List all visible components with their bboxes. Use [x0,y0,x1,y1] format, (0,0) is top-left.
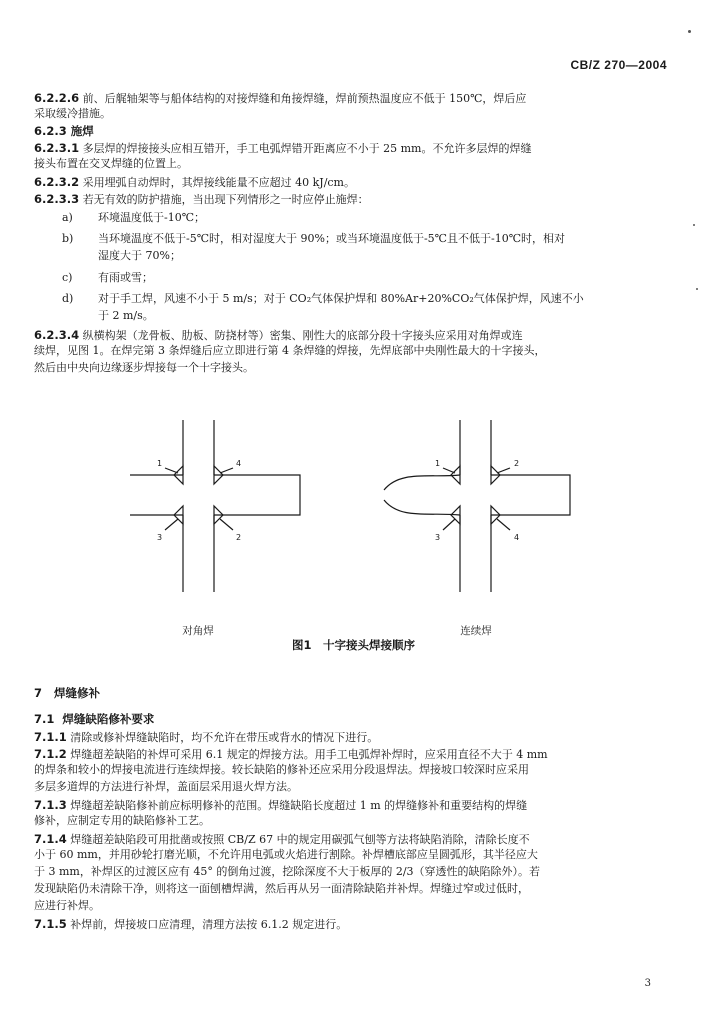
continuous-welding-label: 连续焊 [460,625,492,637]
list-label: a) [62,211,73,224]
list-item-d [62,291,674,307]
weld-number: 1 [157,459,163,468]
list-text: 有雨或雪； [98,271,153,284]
para-text: 焊缝超差缺陷修补前应标明修补的范围。焊缝缺陷长度超过 1 m 的焊缝修补和重要结构的焊缝 [70,799,528,812]
section-title: 焊缝修补 [54,686,101,700]
para-7-1-3 [34,797,674,814]
clause-number: 7.1.4 [34,832,67,846]
para-6-2-3-3 [34,191,674,208]
para-7-1-1 [34,729,674,746]
list-label: b) [62,232,74,245]
cross-joint-figure [0,390,707,660]
list-text: 对于手工焊，风速不小于 5 m/s；对于 CO₂气体保护焊和 80%Ar+20%CO₂气体保护焊，风速不小 [98,292,584,305]
list-line: 湿度大于 70%； [98,249,181,262]
para-6-2-3-1 [34,140,674,157]
para-line: 小于 60 mm，并用砂轮打磨光顺，不允许用电弧或火焰进行割除。补焊槽底部应呈圆弧形，其半径应大 [34,848,538,861]
para-text: 前、后艉轴架等与船体结构的对接焊缝和角接焊缝，焊前预热温度应不低于 150℃，焊后应 [82,92,527,105]
section-heading-6-2-3 [34,123,674,139]
weld-number: 3 [435,533,441,542]
clause-number: 7.1.1 [34,730,67,744]
section-heading-7-1 [34,711,674,727]
para-line: 然后由中央向边缘逐步焊接每一个十字接头。 [34,361,254,374]
para-text: 清除或修补焊缝缺陷时，均不允许在带压或背水的情况下进行。 [70,731,379,744]
weld-number: 3 [157,533,163,542]
para-line: 修补，应制定专用的缺陷修补工艺。 [34,814,210,827]
clause-number: 6.2.3.3 [34,192,80,206]
clause-number: 7.1.2 [34,747,67,761]
weld-number: 2 [514,459,520,468]
clause-number: 7.1.5 [34,917,67,931]
para-text: 采用埋弧自动焊时，其焊接线能量不应超过 40 kJ/cm。 [82,176,355,189]
para-line: 的焊条和较小的焊接电流进行连续焊接。较长缺陷的修补还应采用分段退焊法。焊接坡口较深时应采用 [34,763,529,776]
para-text: 焊缝超差缺陷的补焊可采用 6.1 规定的焊接方法。用手工电弧焊补焊时，应采用直径不大于 4 mm [70,748,548,761]
weld-number: 4 [236,459,242,468]
clause-number: 6.2.3.4 [34,328,80,342]
para-6-2-3-2 [34,174,674,191]
section-heading-7 [34,685,674,701]
list-label: c) [62,271,73,284]
para-line: 续焊，见图 1。在焊完第 3 条焊缝后应立即进行第 4 条焊缝的焊接，先焊底部中央刚性最大的十字接头， [34,344,546,357]
para-6-2-3-4 [34,327,674,344]
para-7-1-2 [34,746,674,763]
para-line: 应进行补焊。 [34,899,100,912]
clause-number: 6.2.3.2 [34,175,80,189]
para-7-1-4 [34,831,674,848]
list-label: d) [62,292,74,305]
para-line: 采取缓冷措施。 [34,107,111,120]
standard-number: CB/Z 270—2004 [570,58,667,72]
para-line: 多层多道焊的方法进行补焊，盖面层采用退火焊方法。 [34,780,298,793]
list-line: 于 2 m/s。 [98,309,154,322]
para-text: 纵横构架（龙骨板、肋板、防挠材等）密集、刚性大的底部分段十字接头应采用对角焊或连 [82,329,523,342]
list-text: 环境温度低于-10℃； [98,211,206,224]
para-text: 焊缝超差缺陷段可用批凿或按照 CB/Z 67 中的规定用碳弧气刨等方法将缺陷消除，清除长度不 [70,833,530,846]
weld-number: 1 [435,459,441,468]
scan-speck [693,224,695,226]
diagonal-welding-label: 对角焊 [182,625,214,637]
section-title: 施焊 [70,124,94,138]
para-text: 多层焊的焊接接头应相互错开，手工电弧焊错开距离应不小于 25 mm。不允许多层焊的焊缝 [82,142,532,155]
section-number: 7.1 [34,712,55,726]
continuous-welding-diagram [384,420,570,592]
para-line: 发现缺陷仍未清除干净，则将这一面刨槽焊满，然后再从另一面清除缺陷并补焊。焊缝过窄或过低时， [34,882,529,895]
figure-caption: 图1 十字接头焊接顺序 [291,638,415,652]
list-item-b [62,231,674,247]
weld-number: 2 [236,533,242,542]
list-item-a [62,210,674,226]
para-line: 于 3 mm，补焊区的过渡区应有 45° 的倒角过渡，挖除深度不大于板厚的 2/3（穿透性的缺陷除外）。若 [34,865,541,878]
para-text: 补焊前，焊接坡口应清理，清理方法按 6.1.2 规定进行。 [70,918,348,931]
clause-number: 6.2.2.6 [34,91,80,105]
scan-speck [688,30,691,33]
scan-speck [696,288,698,290]
clause-number: 7.1.3 [34,798,67,812]
para-6-2-2-6 [34,90,674,107]
para-line: 接头布置在交叉焊缝的位置上。 [34,157,188,170]
page-number: 3 [644,978,651,989]
diagonal-welding-diagram [130,420,300,592]
section-number: 7 [34,686,43,700]
list-text: 当环境温度不低于-5℃时，相对湿度大于 90%；或当环境温度低于-5℃且不低于-10℃时，相对 [98,232,566,245]
para-7-1-5 [34,916,674,933]
list-item-c [62,270,674,286]
clause-number: 6.2.3.1 [34,141,80,155]
para-text: 若无有效的防护措施，当出现下列情形之一时应停止施焊： [82,193,369,206]
section-title: 焊缝缺陷修补要求 [62,712,155,726]
weld-number: 4 [514,533,520,542]
section-number: 6.2.3 [34,124,67,138]
